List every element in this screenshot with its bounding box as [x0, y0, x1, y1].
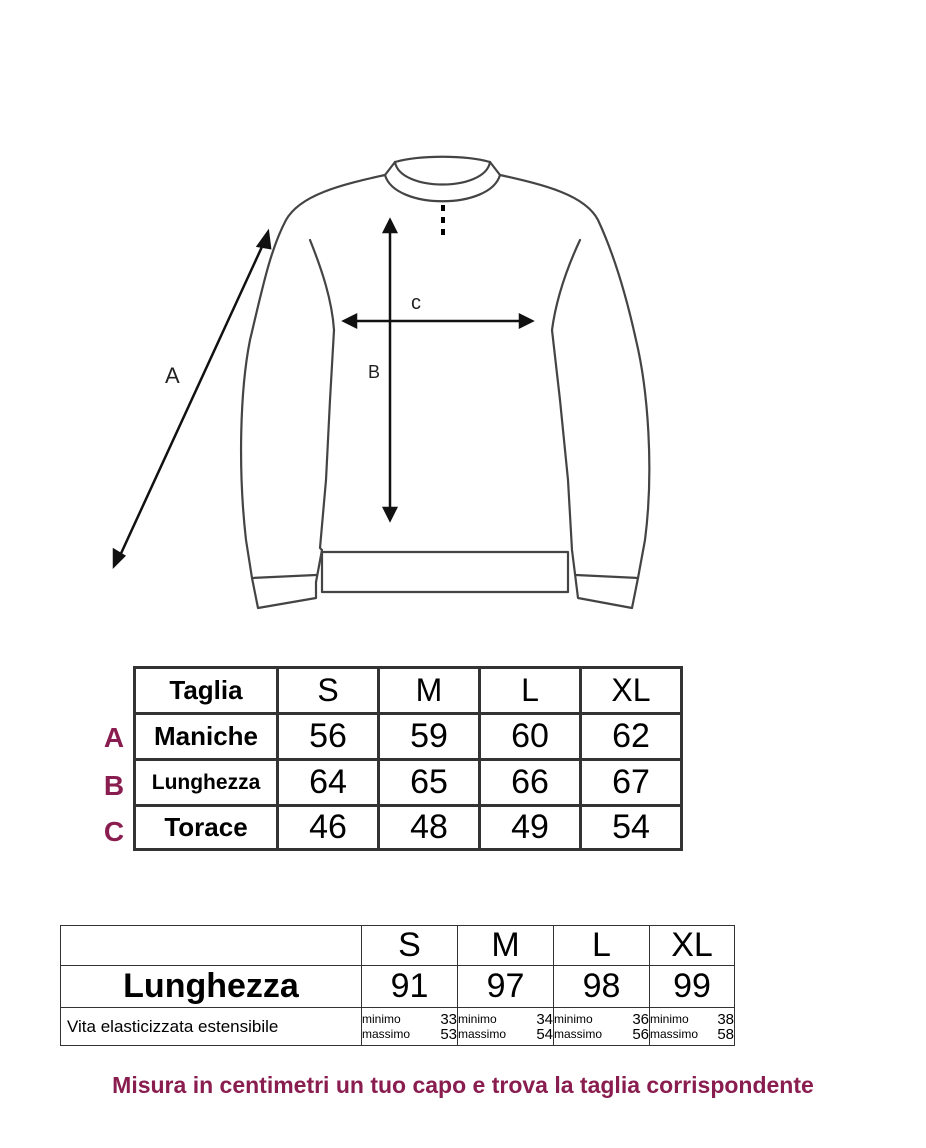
- table-cell: 66: [480, 760, 581, 806]
- table-cell: 62: [581, 714, 682, 760]
- min-value: 38: [717, 1010, 734, 1028]
- waist-cell: [650, 1008, 735, 1046]
- min-label: minimo: [458, 1011, 497, 1026]
- table-cell: 64: [278, 760, 379, 806]
- row-letter-c: C: [103, 816, 125, 847]
- label-a: A: [165, 363, 180, 388]
- sweater-hem: [322, 552, 568, 592]
- size-header-m: M: [379, 668, 480, 714]
- table-cell: 98: [554, 966, 650, 1008]
- size-header-s: S: [278, 668, 379, 714]
- min-label: minimo: [650, 1011, 689, 1026]
- table-row: [135, 714, 682, 760]
- waist-cell: [554, 1008, 650, 1046]
- waist-label: Vita elasticizzata estensibile: [61, 1008, 362, 1046]
- table-row: [61, 966, 735, 1008]
- table-row: [135, 760, 682, 806]
- size-header-m: M: [458, 926, 554, 966]
- max-label: massimo: [362, 1026, 411, 1041]
- table-cell: 97: [458, 966, 554, 1008]
- table-cell: 48: [379, 806, 480, 850]
- table-cell: 59: [379, 714, 480, 760]
- size-header-l: L: [554, 926, 650, 966]
- empty-header-cell: [61, 926, 362, 966]
- table-row: [135, 806, 682, 850]
- max-label: massimo: [458, 1026, 507, 1041]
- row-label-lunghezza: Lunghezza: [135, 760, 278, 806]
- size-table-header-label: Taglia: [135, 668, 278, 714]
- arrow-c: [344, 315, 532, 327]
- arrow-a: [114, 232, 270, 566]
- row-letter-b: B: [103, 770, 125, 801]
- waist-cell: [362, 1008, 458, 1046]
- label-c: c: [411, 292, 421, 314]
- table-cell: 54: [581, 806, 682, 850]
- table-cell: 91: [362, 966, 458, 1008]
- max-value: 53: [440, 1025, 457, 1043]
- table-cell: 60: [480, 714, 581, 760]
- max-label: massimo: [650, 1026, 699, 1041]
- label-b: B: [368, 362, 381, 382]
- table-cell: 67: [581, 760, 682, 806]
- max-value: 54: [536, 1025, 553, 1043]
- arrow-b: [384, 220, 396, 520]
- max-value: 58: [717, 1025, 734, 1043]
- table-cell: 49: [480, 806, 581, 850]
- footer-note: Misura in centimetri un tuo capo e trova la taglia corrispondente: [112, 1072, 814, 1098]
- table-cell: 46: [278, 806, 379, 850]
- min-value: 34: [536, 1010, 553, 1028]
- table-cell: 65: [379, 760, 480, 806]
- row-label-maniche: Maniche: [135, 714, 278, 760]
- min-value: 33: [440, 1010, 457, 1028]
- size-table: [133, 666, 683, 851]
- table-row: [61, 1008, 735, 1046]
- waist-cell: [458, 1008, 554, 1046]
- size-header-xl: XL: [650, 926, 735, 966]
- min-label: minimo: [554, 1011, 593, 1026]
- size-header-l: L: [480, 668, 581, 714]
- size-header-s: S: [362, 926, 458, 966]
- sweater-collar: [385, 175, 500, 201]
- table-cell: 99: [650, 966, 735, 1008]
- length-table: [60, 925, 735, 1046]
- min-label: minimo: [362, 1011, 401, 1026]
- row-label-torace: Torace: [135, 806, 278, 850]
- length-label: Lunghezza: [61, 966, 362, 1008]
- max-label: massimo: [554, 1026, 603, 1041]
- min-value: 36: [632, 1010, 649, 1028]
- max-value: 56: [632, 1025, 649, 1043]
- size-header-xl: XL: [581, 668, 682, 714]
- table-cell: 56: [278, 714, 379, 760]
- row-letter-a: A: [103, 722, 125, 753]
